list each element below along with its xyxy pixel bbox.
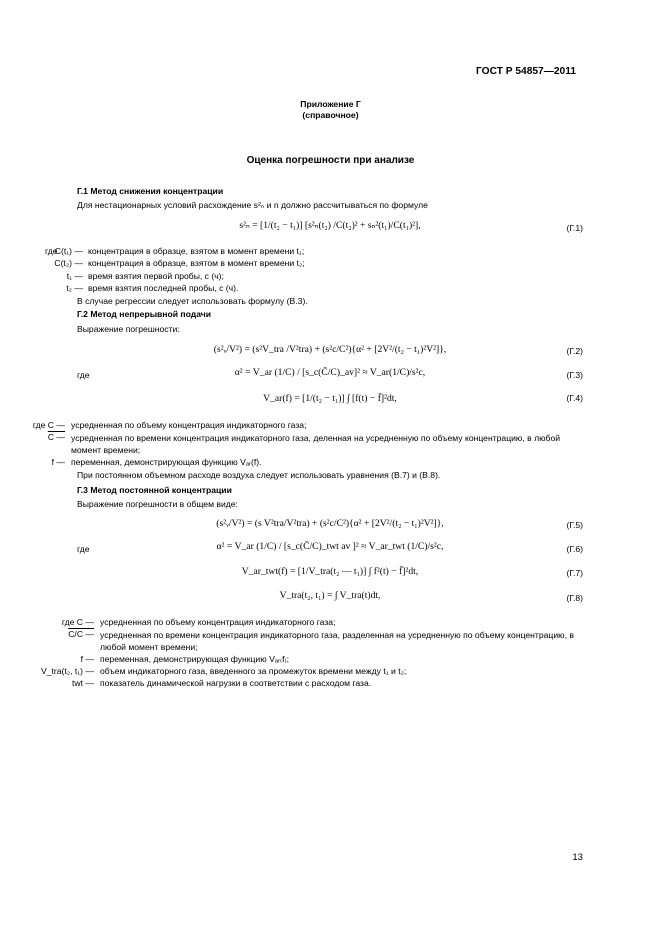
equation-g1-number: (Г.1): [566, 223, 583, 233]
section-3-heading: Г.3 Метод постоянной концентрации: [77, 485, 232, 495]
section-1-intro: Для нестационарных условий расхождение s²ₙ и n должно рассчитываться по формуле: [77, 200, 428, 210]
equation-g4-number: (Г.4): [566, 393, 583, 403]
def-text: усредненная по объему концентрация индикаторного газа;: [71, 420, 307, 430]
section-2-note: При постоянном объемном расходе воздуха следует использовать уравнения (В.7) и (В.8).: [77, 470, 441, 480]
def-term: где C —: [61, 617, 94, 627]
document-code: ГОСТ Р 54857—2011: [476, 66, 576, 77]
def-text: показатель динамической нагрузки в соответствии с расходом газа.: [100, 678, 372, 688]
where-label-1: где: [45, 246, 58, 256]
def-term: t₂ —: [66, 283, 83, 293]
def-text: концентрация в образце, взятом в момент времени t₁;: [88, 246, 305, 256]
section-2-intro: Выражение погрешности:: [77, 324, 180, 334]
appendix-title: Приложение Г: [300, 99, 361, 109]
equation-g8: V_tra(t₂, t₁) = ∫ V_tra(t)dt,: [279, 590, 381, 601]
def-term: t₁ —: [66, 271, 83, 281]
equation-g3-number: (Г.3): [566, 370, 583, 380]
section-3-intro: Выражение погрешности в общем виде:: [77, 499, 238, 509]
def-term: f —: [51, 457, 65, 467]
def-text: объем индикаторного газа, введенного за промежуток времени между t₁ и t₂;: [100, 666, 407, 676]
equation-g8-number: (Г.8): [566, 593, 583, 603]
appendix-note: (справочное): [302, 110, 359, 120]
page-number: 13: [572, 852, 583, 863]
def-text: время взятия последней пробы, с (ч).: [88, 283, 239, 293]
equation-g6: α² = V_ar (1/C) / [s_c(C̄/C)_twt av ]² ≈ V_ar_twt (1/C)/s²c,: [216, 541, 444, 552]
def-term: C —: [47, 432, 65, 442]
def-term: C(t₁) —: [54, 246, 83, 256]
where-label-2: где: [77, 370, 90, 380]
def-text: время взятия первой пробы, с (ч);: [88, 271, 224, 281]
def-text: усредненная по объему концентрация индикаторного газа;: [100, 617, 336, 627]
def-text: переменная, демонстрирующая функцию Vₐᵣ(f).: [71, 457, 262, 467]
def-term: V_tra(t₂, t₁) —: [40, 666, 94, 676]
section-1-note: В случае регрессии следует использовать формулу (В.3).: [77, 296, 308, 306]
equation-g5: (s²ᵥ/V²) = (s V²tra/V²tra) + (s²c/C²){α² + [2V²/(t₂ − t₁)²V²]},: [216, 518, 444, 529]
main-title: Оценка погрешности при анализе: [246, 155, 415, 166]
def-term: C/C —: [68, 629, 94, 639]
equation-g7-number: (Г.7): [566, 568, 583, 578]
equation-g2-number: (Г.2): [566, 346, 583, 356]
def-term: twt —: [72, 678, 94, 688]
equation-g7: V_ar_twt(f) = [1/V_tra(t₂ — t₁)] ∫ f²(t) − f̄]²dt,: [241, 566, 419, 577]
def-term: где C —: [32, 420, 65, 430]
def-term: f —: [80, 654, 94, 664]
def-term: C(t₂) —: [54, 258, 83, 268]
section-2-heading: Г.2 Метод непрерывной подачи: [77, 309, 212, 319]
def-text: усредненная по времени концентрация индикаторного газа, разделенная на усредненную по объему концентрацию, в любой момент времени;: [100, 630, 574, 652]
def-text: концентрация в образце, взятом в момент времени t₂;: [88, 258, 305, 268]
equation-g4: V_ar(f) = [1/(t₂ − t₁)] ∫ [f(t) − f̄]²dt,: [263, 393, 397, 404]
equation-g3: α² = V_ar (1/C) / [s_c(C̄/C)_av]² ≈ V_ar(1/C)/s²c,: [234, 367, 426, 378]
equation-g2: (s²ᵥ/V²) = (s²V_tra /V²tra) + (s²c/C²){α² + [2V²/(t₂ − t₁)²V²]},: [213, 344, 447, 355]
equation-g6-number: (Г.6): [566, 544, 583, 554]
def-text: усредненная по времени концентрация индикаторного газа, деленная на усредненную по объему концентрацию, в любой момент времени;: [71, 433, 561, 455]
where-label-3: где: [77, 544, 90, 554]
equation-g1: s²ₙ = [1/(t₂ − t₁)] [s²ₙ(t₂) /C(t₂)² + sₙ²(t₁)/C(t₁)²],: [239, 220, 421, 231]
section-1-heading: Г.1 Метод снижения концентрации: [77, 186, 224, 196]
def-text: переменная, демонстрирующая функцию Vₐᵣ₍f₎;: [100, 654, 290, 664]
equation-g5-number: (Г.5): [566, 520, 583, 530]
